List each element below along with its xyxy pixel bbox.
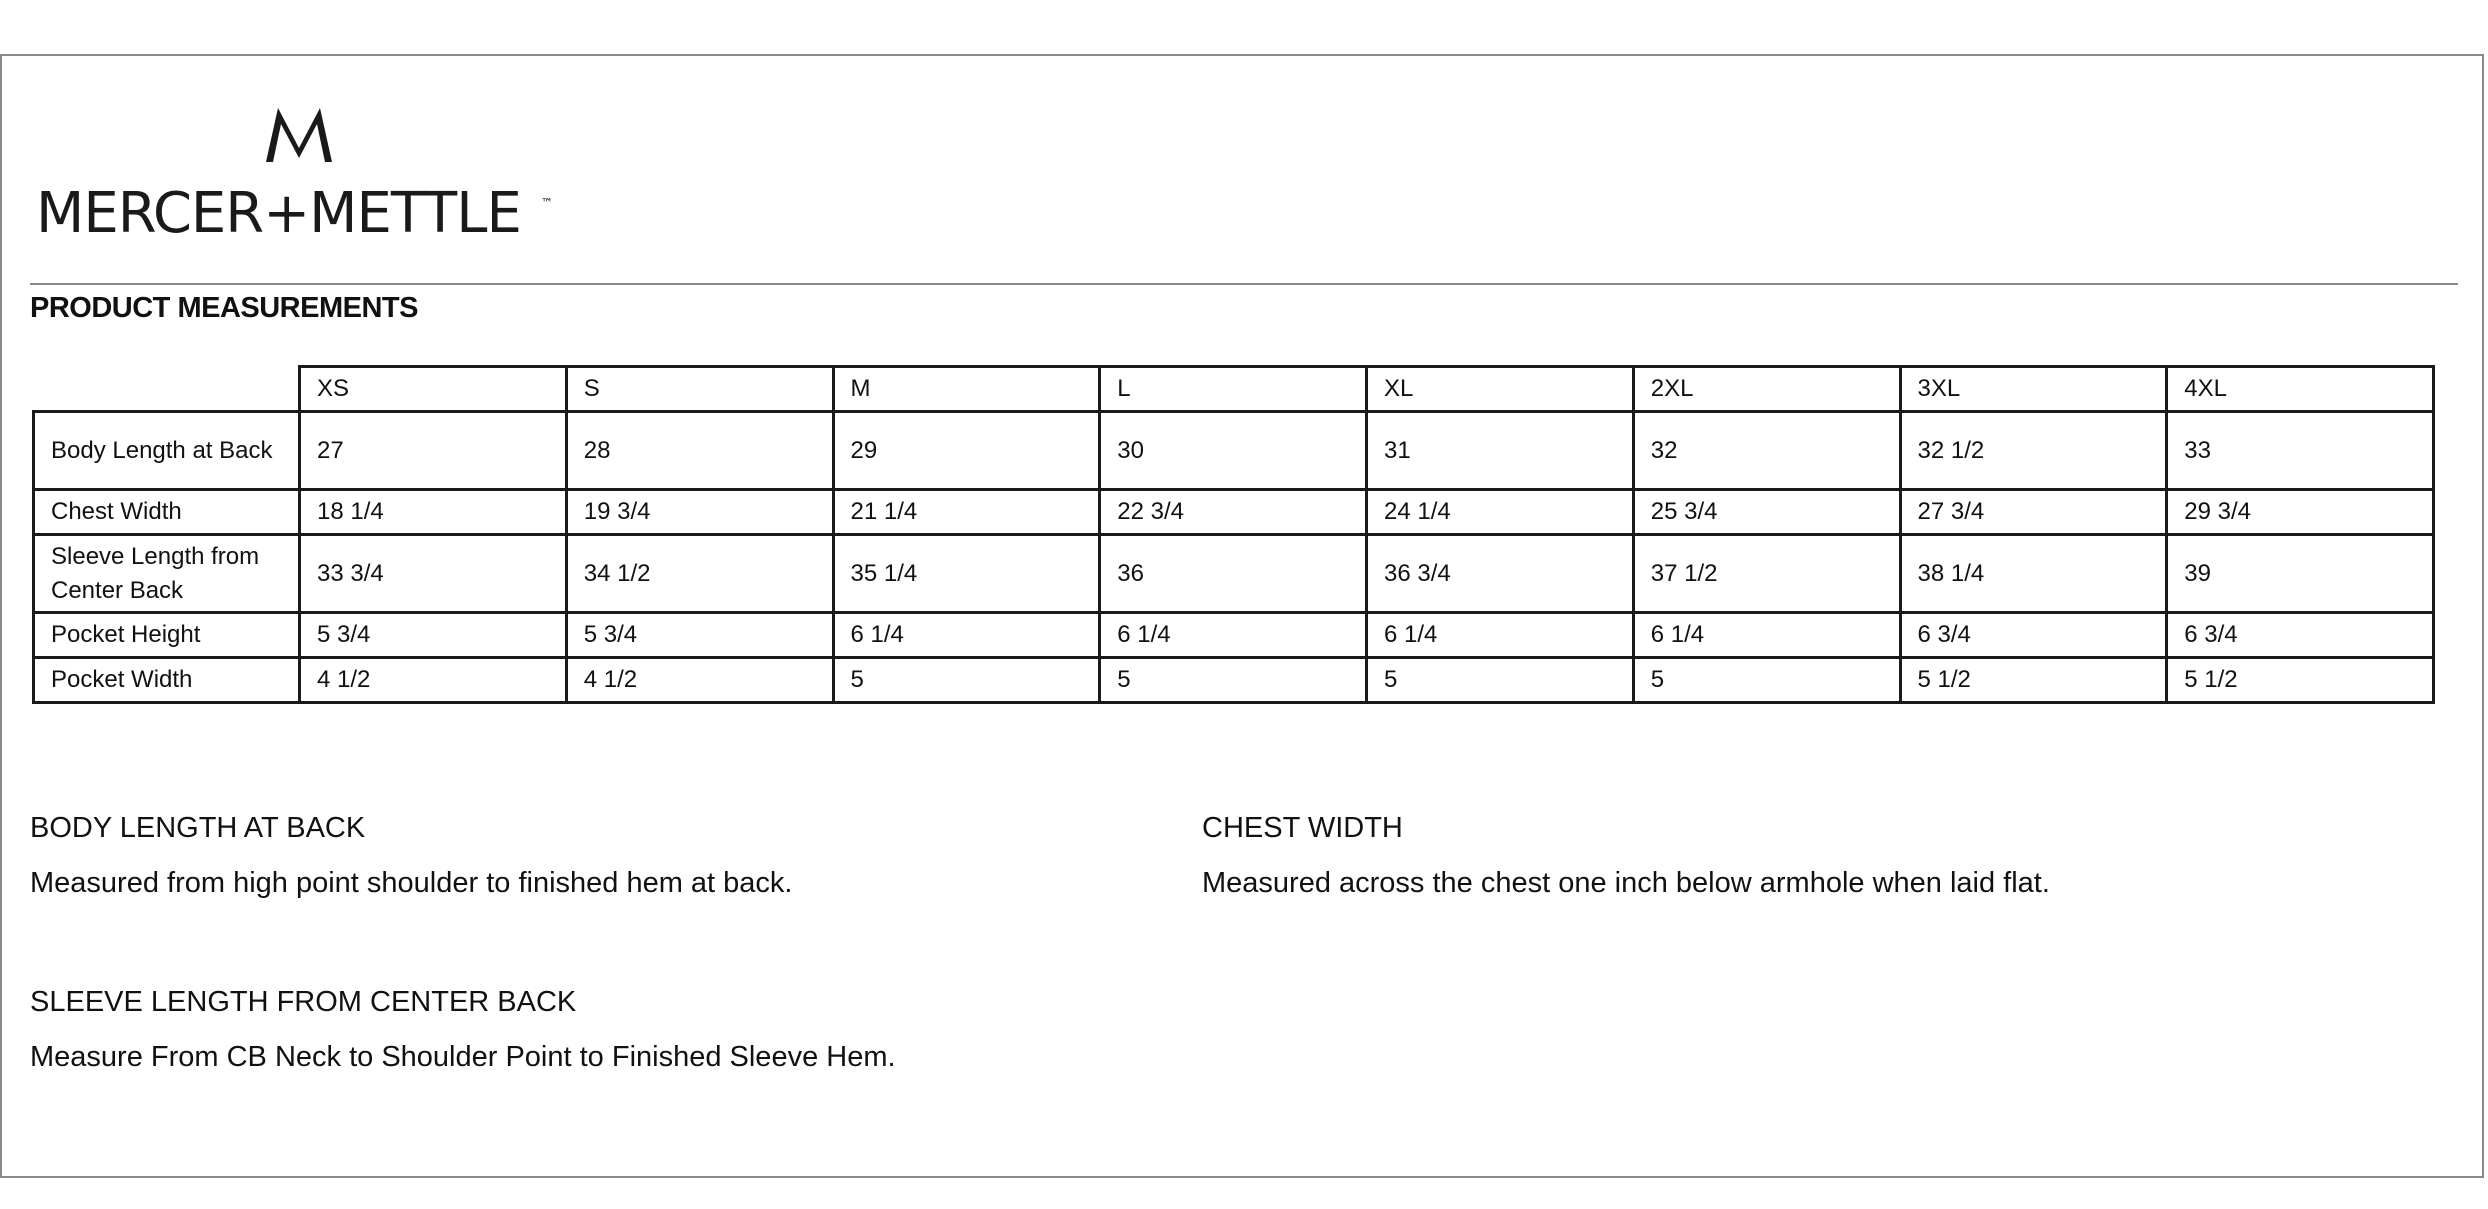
size-header: L [1100, 367, 1367, 412]
table-cell: 6 1/4 [1367, 613, 1634, 658]
definition-text: Measure From CB Neck to Shoulder Point to Finished Sleeve Hem. [30, 1041, 896, 1073]
table-cell: 18 1/4 [300, 490, 567, 535]
header-divider [30, 283, 2458, 285]
table-cell: 28 [566, 412, 833, 490]
definition-text: Measured across the chest one inch below armhole when laid flat. [1202, 867, 2050, 899]
section-title: PRODUCT MEASUREMENTS [30, 292, 418, 324]
table-row [34, 490, 2434, 535]
size-header: XS [300, 367, 567, 412]
table-cell: 5 3/4 [300, 613, 567, 658]
table-cell: 5 [1633, 658, 1900, 703]
definition-text: Measured from high point shoulder to finished hem at back. [30, 867, 793, 899]
definition-chest-width [1202, 812, 2050, 900]
table-cell: 4 1/2 [566, 658, 833, 703]
table-row [34, 658, 2434, 703]
table-cell: 36 3/4 [1367, 535, 1634, 613]
definition-sleeve-length [30, 986, 896, 1074]
size-header: M [833, 367, 1100, 412]
table-cell: 27 3/4 [1900, 490, 2167, 535]
table-cell: 6 1/4 [1100, 613, 1367, 658]
brand-monogram-icon [264, 104, 334, 164]
size-header-row [34, 367, 2434, 412]
definition-body-length [30, 812, 792, 900]
table-cell: 6 3/4 [2167, 613, 2434, 658]
table-row [34, 535, 2434, 613]
table-row [34, 412, 2434, 490]
table-cell: 27 [300, 412, 567, 490]
table-cell: 6 1/4 [833, 613, 1100, 658]
table-cell: 5 [833, 658, 1100, 703]
definition-title: BODY LENGTH AT BACK [30, 812, 366, 844]
table-cell: 36 [1100, 535, 1367, 613]
table-cell: 6 1/4 [1633, 613, 1900, 658]
table-cell: 31 [1367, 412, 1634, 490]
row-label: Pocket Height [34, 613, 300, 658]
table-cell: 29 [833, 412, 1100, 490]
table-cell: 38 1/4 [1900, 535, 2167, 613]
table-cell: 32 1/2 [1900, 412, 2167, 490]
table-cell: 34 1/2 [566, 535, 833, 613]
row-label: Sleeve Length from Center Back [34, 535, 300, 613]
brand-wordmark: MERCER+METTLE [36, 181, 521, 246]
size-header: 2XL [1633, 367, 1900, 412]
table-cell: 33 3/4 [300, 535, 567, 613]
table-cell: 5 [1100, 658, 1367, 703]
table-cell: 22 3/4 [1100, 490, 1367, 535]
table-cell: 32 [1633, 412, 1900, 490]
row-label: Chest Width [34, 490, 300, 535]
row-label: Body Length at Back [34, 412, 300, 490]
definition-title: SLEEVE LENGTH FROM CENTER BACK [30, 986, 577, 1018]
table-cell: 37 1/2 [1633, 535, 1900, 613]
table-cell: 5 [1367, 658, 1634, 703]
table-row [34, 613, 2434, 658]
table-cell: 5 3/4 [566, 613, 833, 658]
table-cell: 24 1/4 [1367, 490, 1634, 535]
table-cell: 4 1/2 [300, 658, 567, 703]
table-cell: 29 3/4 [2167, 490, 2434, 535]
brand-logo [36, 104, 556, 254]
header-corner-cell [34, 367, 300, 412]
table-cell: 5 1/2 [1900, 658, 2167, 703]
definition-title: CHEST WIDTH [1202, 812, 1403, 844]
size-header: S [566, 367, 833, 412]
table-cell: 19 3/4 [566, 490, 833, 535]
table-cell: 25 3/4 [1633, 490, 1900, 535]
row-label: Pocket Width [34, 658, 300, 703]
table-cell: 5 1/2 [2167, 658, 2434, 703]
table-cell: 30 [1100, 412, 1367, 490]
table-cell: 6 3/4 [1900, 613, 2167, 658]
brand-trademark: ™ [541, 196, 553, 210]
size-header: 4XL [2167, 367, 2434, 412]
size-header: 3XL [1900, 367, 2167, 412]
table-cell: 39 [2167, 535, 2434, 613]
table-cell: 35 1/4 [833, 535, 1100, 613]
table-cell: 33 [2167, 412, 2434, 490]
size-header: XL [1367, 367, 1634, 412]
measurement-table [32, 365, 2435, 704]
table-cell: 21 1/4 [833, 490, 1100, 535]
